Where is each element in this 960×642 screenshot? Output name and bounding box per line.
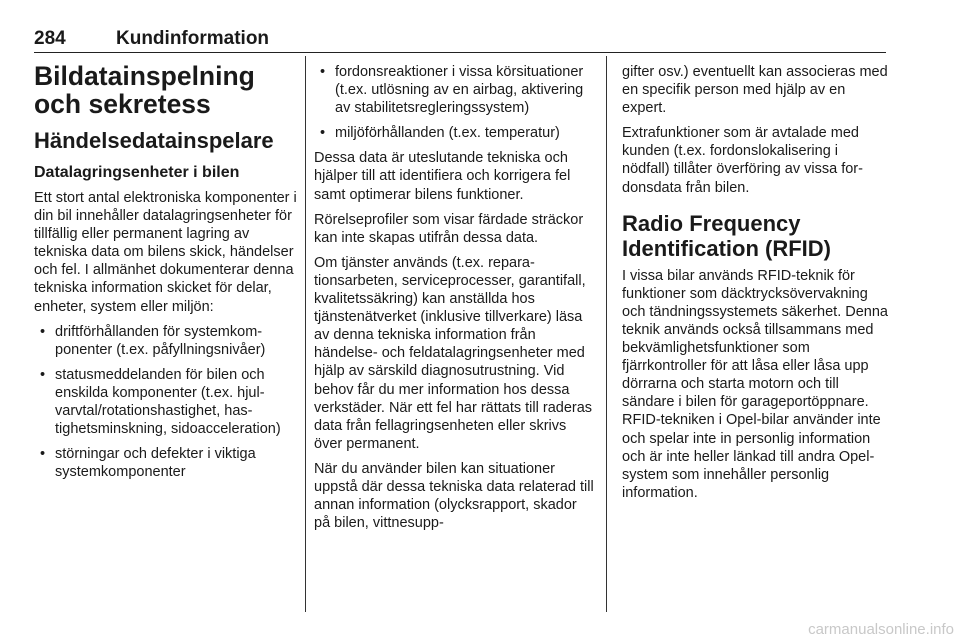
paragraph: När du använder bilen kan situationer uppstå där dessa tekniska data relaterad till annan information (olycksrapport, skador på bilen, vittnesupp- (314, 460, 594, 532)
list-item-text: miljöförhållanden (t.ex. temperatur) (335, 125, 560, 142)
section-title: Bildatainspelning och sekretess (34, 61, 255, 119)
list-item (314, 63, 596, 117)
bullet-icon: • (40, 366, 46, 383)
bullet-icon: • (320, 125, 326, 142)
rfid-title: Radio Frequency Identification (RFID) (622, 210, 831, 261)
list-item (34, 366, 302, 438)
bullet-list (34, 323, 302, 482)
bullet-icon: • (40, 323, 46, 340)
section-subsubtitle: Datalagringsenheter i bilen (34, 164, 240, 181)
paragraph: Om tjänster används (t.ex. reparationsarbeten, serviceprocesser, garantifall, kvalitetssäkring) kan anställda hos tjänstenätverket (inklusive tillverkare) läsa av denna tekniska information från händelse- och feldatalagringsenheter med hjälp av särskild diagnosutrustning. Vid behov får du mer information hos dessa verkstäder. När ett fel har rättats till raderas data från fellagringsenheten eller skrivs över permanent. (314, 254, 593, 452)
paragraph: Extrafunktioner som är avtalade med kunden (t.ex. fordonslokalisering i nödfall) tillåter överföring av vissa fordonsdata från bilen. (622, 125, 863, 196)
list-item-text: fordonsreaktioner i vissa körsituationer (t.ex. utlösning av en airbag, aktivering av stabilitetsregleringssystem) (335, 64, 584, 117)
paragraph: Dessa data är uteslutande tekniska och hjälper till att identifiera och korrigera fel samt optimerar bilens funktioner. (314, 150, 571, 203)
column-1 (34, 62, 302, 488)
running-title: Kundinformation (116, 28, 270, 49)
bullet-icon: • (320, 64, 326, 80)
column-divider (305, 56, 306, 612)
column-divider (606, 56, 607, 612)
section-subtitle: Händelsedatainspelare (34, 128, 274, 153)
list-item-text: statusmeddelanden för bilen och enskilda komponenter (t.ex. hjulvarvtal/rotationshastighet, hastighetsminskning, sidoacceleration) (55, 366, 281, 438)
paragraph: Ett stort antal elektroniska komponenter i din bil innehåller datalagringsenheter för tillfällig eller permanent lagring av tekniska data om bilens skick, händelser och fel. I allmänhet dokumenterar denna tekniska information skicket för delar, enheter, system eller miljön: (34, 190, 297, 315)
bullet-list (314, 63, 596, 142)
paragraph: gifter osv.) eventuellt kan associeras med en specifik person med hjälp av en expert. (622, 64, 888, 117)
paragraph: I vissa bilar används RFID-teknik för funktioner som däcktrycksövervakning och tändningssystemets säkerhet. Denna teknik används också tillsammans med bekvämlighetsfunktioner som fjärrkontroller för att låsa eller låsa upp dörrarna och starta motorn och till sändare i bilen för garageportöppnare. RFID-tekniken i Opel-bilar använder inte och spelar inte in personlig information och är inte heller länkad till andra Opel-system som innehåller personlig information. (622, 267, 888, 501)
page-number: 284 (34, 28, 66, 49)
bullet-icon: • (40, 446, 46, 463)
list-item-text: störningar och defekter i viktiga systemkomponenter (55, 446, 256, 481)
column-3 (622, 63, 888, 509)
page-header (34, 26, 886, 53)
watermark: carmanualsonline.info (808, 621, 954, 638)
list-item (314, 124, 596, 142)
list-item (34, 323, 302, 359)
list-item-text: driftförhållanden för systemkomponenter (t.ex. påfyllningsnivåer) (55, 323, 266, 358)
list-item (34, 445, 302, 481)
column-2 (314, 63, 596, 539)
paragraph: Rörelseprofiler som visar färdade sträckor kan inte skapas utifrån dessa data. (314, 211, 584, 246)
